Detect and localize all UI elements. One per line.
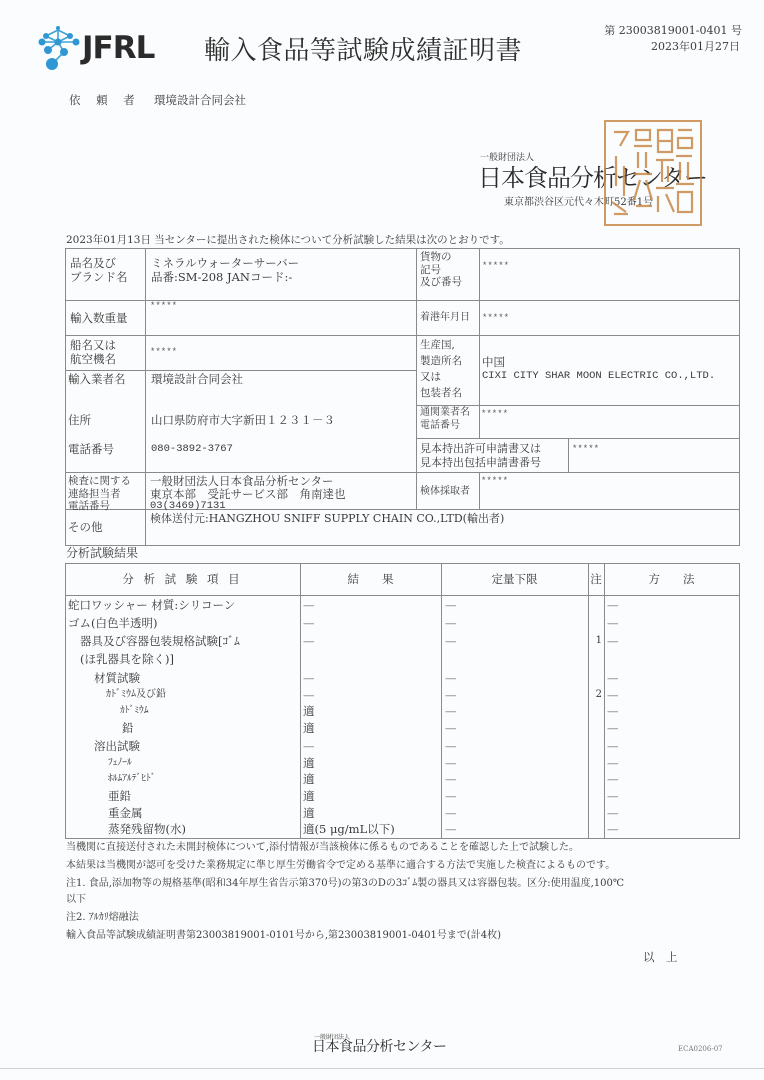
product-value: ミネラルウォーターサーバー 品番:SM-208 JANコード:- bbox=[151, 256, 300, 284]
table-row-item: 鉛 bbox=[122, 721, 134, 735]
footnote-series: 輸入食品等試験成績証明書第23003819001-0101号から,第23003819001-0401号まで(計4枚) bbox=[66, 930, 501, 941]
phone-value: 080-3892-3767 bbox=[151, 443, 233, 455]
table-row-limit: — bbox=[445, 739, 457, 753]
table-row-item: 亜鉛 bbox=[108, 789, 131, 803]
phone-label: 電話番号 bbox=[68, 442, 114, 456]
table-row-method: — bbox=[607, 756, 619, 770]
permit-value: ***** bbox=[572, 444, 600, 454]
footnote-line2: 本結果は当機関が認可を受けた業務規定に準じ厚生労働省令で定める基準に適合する方法で実施した検査によるものです。 bbox=[66, 860, 616, 871]
table-row-result: 適 bbox=[303, 704, 315, 718]
table-row-item: (ほ乳器具を除く)] bbox=[80, 652, 174, 666]
sampler-value: ***** bbox=[481, 476, 509, 486]
requester-name: 環境設計合同会社 bbox=[154, 93, 246, 107]
cargo-label: 貨物の 記号 及び番号 bbox=[420, 251, 462, 288]
address-value: 山口県防府市大字新田１２３１－３ bbox=[151, 413, 335, 427]
contact-label: 検査に関する 連絡担当者 電話番号 bbox=[68, 475, 131, 512]
table-row-method: — bbox=[607, 688, 619, 702]
table-row-limit: — bbox=[445, 772, 457, 786]
table-row-method: — bbox=[607, 789, 619, 803]
importer-label: 輸入業者名 bbox=[68, 372, 126, 386]
table-row-item: 蒸発残留物(水) bbox=[108, 822, 186, 836]
results-section-title: 分析試験結果 bbox=[66, 546, 139, 560]
table-row-method: — bbox=[607, 598, 619, 612]
footer-org-name: 日本食品分析センター bbox=[312, 1039, 447, 1055]
table-row-limit: — bbox=[445, 616, 457, 630]
table-row-method: — bbox=[607, 806, 619, 820]
ship-label: 船名又は 航空機名 bbox=[70, 338, 116, 366]
table-row-result: — bbox=[303, 739, 315, 753]
issuer-org-type: 一般財団法人 bbox=[480, 153, 535, 163]
intro-text: 2023年01月13日 当センターに提出された検体について分析試験した結果は次のとおりです。 bbox=[66, 234, 510, 246]
broker-label: 通関業者名 電話番号 bbox=[420, 407, 470, 431]
other-label: その他 bbox=[68, 520, 103, 534]
table-row-method: — bbox=[607, 739, 619, 753]
cargo-value: ***** bbox=[482, 261, 510, 271]
arrival-value: ***** bbox=[482, 313, 510, 323]
form-code: ECA0206-07 bbox=[678, 1045, 723, 1053]
issuer-address: 東京都渋谷区元代々木町52番1号 bbox=[504, 197, 654, 208]
table-row-result: 適 bbox=[303, 806, 315, 820]
table-row-limit: — bbox=[445, 704, 457, 718]
header-method: 方 法 bbox=[648, 572, 695, 586]
table-row-result: — bbox=[303, 634, 315, 648]
table-row-note: 1 bbox=[595, 635, 602, 646]
table-row-method: — bbox=[607, 671, 619, 685]
table-row-limit: — bbox=[445, 756, 457, 770]
importer-value: 環境設計合同会社 bbox=[151, 372, 243, 386]
table-row-limit: — bbox=[445, 721, 457, 735]
footnote-note1-cont: 以下 bbox=[66, 894, 86, 905]
table-row-item: ｶﾄﾞﾐｳﾑ及び鉛 bbox=[106, 689, 166, 700]
table-row-item: 溶出試験 bbox=[94, 739, 140, 753]
table-row-method: — bbox=[607, 822, 619, 836]
table-row-result: — bbox=[303, 616, 315, 630]
origin-label: 生産国, 製造所名 又は 包装者名 bbox=[420, 339, 462, 399]
certificate-number: 第 23003819001-0401 号 bbox=[604, 24, 742, 37]
logo-text: JFRL bbox=[82, 30, 155, 66]
table-row-limit: — bbox=[445, 671, 457, 685]
table-row-item: ﾎﾙﾑｱﾙﾃﾞﾋﾄﾞ bbox=[108, 773, 156, 784]
table-row-result: 適 bbox=[303, 721, 315, 735]
sampler-label: 検体採取者 bbox=[420, 486, 470, 497]
product-label: 品名及び ブランド名 bbox=[70, 256, 128, 284]
ship-value: ***** bbox=[150, 347, 178, 357]
header-item: 分 析 試 験 項 目 bbox=[122, 572, 243, 586]
table-row-method: — bbox=[607, 721, 619, 735]
table-row-item: ｶﾄﾞﾐｳﾑ bbox=[120, 705, 149, 716]
table-row-method: — bbox=[607, 704, 619, 718]
quantity-value: ***** bbox=[150, 301, 178, 311]
footnote-note1: 注1. 食品,添加物等の規格基準(昭和34年厚生省告示第370号)の第3のDの3ｺﾞﾑ製の器具又は容器包装。区分:使用温度,100℃ bbox=[66, 878, 625, 889]
table-row-method: — bbox=[607, 634, 619, 648]
issue-date: 2023年01月27日 bbox=[651, 40, 740, 53]
header-result: 結 果 bbox=[347, 572, 394, 586]
table-row-result: 適 bbox=[303, 756, 315, 770]
table-row-item: 材質試験 bbox=[94, 671, 140, 685]
table-row-limit: — bbox=[445, 634, 457, 648]
official-seal bbox=[604, 120, 702, 226]
table-row-limit: — bbox=[445, 822, 457, 836]
table-row-item: 器具及び容器包装規格試験[ｺﾞﾑ bbox=[80, 634, 240, 648]
quantity-label: 輸入数重量 bbox=[70, 311, 128, 325]
end-mark: 以 上 bbox=[643, 950, 678, 964]
table-row-item: 蛇口ワッシャー 材質:シリコーン bbox=[68, 598, 236, 612]
bottom-edge bbox=[0, 1068, 764, 1069]
document-title: 輸入食品等試験成績証明書 bbox=[204, 36, 523, 66]
header-limit: 定量下限 bbox=[491, 572, 538, 586]
footer-org-type: 一般財団法人 bbox=[314, 1034, 351, 1041]
footnote-note2: 注2. ｱﾙｶﾘ熔融法 bbox=[66, 912, 139, 923]
table-row-note: 2 bbox=[595, 689, 602, 700]
other-value: 検体送付元:HANGZHOU SNIFF SUPPLY CHAIN CO.,LTD(輸出者) bbox=[150, 512, 505, 525]
header-note: 注 bbox=[590, 572, 602, 586]
table-row-method: — bbox=[607, 616, 619, 630]
requester-label: 依 頼 者 bbox=[69, 93, 141, 107]
table-row-item: ゴム(白色半透明) bbox=[68, 616, 158, 630]
table-row-method: — bbox=[607, 772, 619, 786]
broker-value: ***** bbox=[481, 409, 509, 419]
contact-value: 一般財団法人日本食品分析センター 東京本部 受託サービス部 角南達也 03(3469)7131 bbox=[150, 474, 346, 512]
table-row-limit: — bbox=[445, 806, 457, 820]
table-row-item: ﾌｪﾉｰﾙ bbox=[108, 757, 132, 768]
origin-value: 中国 CIXI CITY SHAR MOON ELECTRIC CO.,LTD. bbox=[482, 355, 716, 382]
table-row-result: 適(5 μg/mL以下) bbox=[303, 822, 395, 836]
seal-icon bbox=[606, 122, 700, 224]
jfrl-logo bbox=[36, 26, 186, 70]
issuer-org-name: 日本食品分析センター bbox=[478, 164, 708, 192]
table-row-limit: — bbox=[445, 789, 457, 803]
arrival-label: 着港年月日 bbox=[420, 312, 470, 323]
table-row-result: — bbox=[303, 598, 315, 612]
table-row-result: — bbox=[303, 671, 315, 685]
table-row-item: 重金属 bbox=[108, 806, 143, 820]
table-row-result: 適 bbox=[303, 789, 315, 803]
address-label: 住所 bbox=[68, 413, 91, 427]
table-row-result: — bbox=[303, 688, 315, 702]
table-row-limit: — bbox=[445, 598, 457, 612]
table-row-limit: — bbox=[445, 688, 457, 702]
permit-label: 見本持出許可申請書又は 見本持出包括申請書番号 bbox=[420, 442, 541, 469]
table-row-result: 適 bbox=[303, 772, 315, 786]
footnote-line1: 当機関に直接送付された未開封検体について,添付情報が当該検体に係るものであることを確認した上で試験した。 bbox=[66, 842, 579, 853]
